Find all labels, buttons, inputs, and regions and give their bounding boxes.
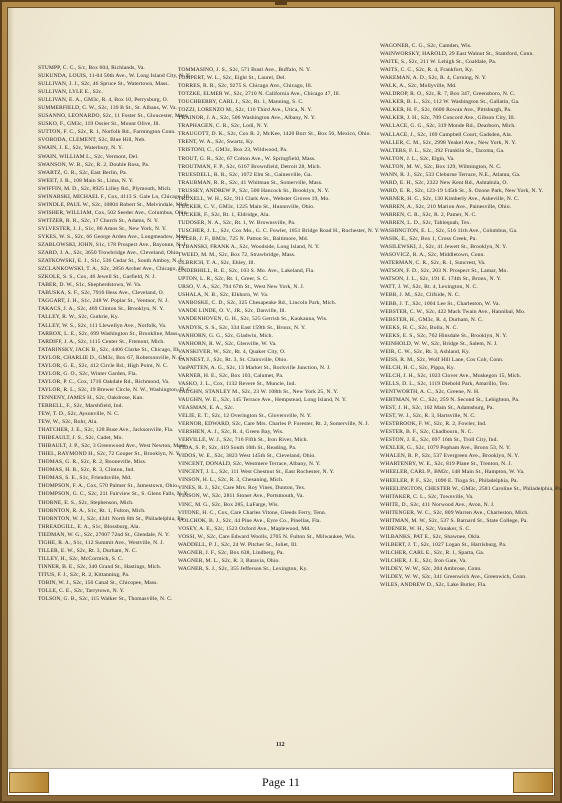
roster-entry: TOZZI, LORENZO M., S2c, 116 Third Ave., Utica, N. Y.: [178, 107, 313, 114]
roster-entry: WHITMAN, M. W., S2c, 537 S. Barnard St., State College, Pa.: [380, 517, 528, 524]
roster-entry: WEIR, C. W., S2c, Rt. 3, Ashland, Ky.: [380, 348, 471, 355]
roster-entry: TITUS, F. J., S2c, R. 2, Kittanning, Pa.: [38, 571, 130, 578]
roster-entry: TILLER, E. W., S2c, Rt. 3, Durham, N. C.: [38, 547, 138, 554]
roster-entry: WESTON, J. E., S2c, 697 16th St., Troll City, Ind.: [380, 437, 498, 444]
roster-entry: THOMPSON, G. C., S2c, 211 Fairview St., S. Glens Falls, N. Y.: [38, 491, 189, 498]
roster-entry: TARDIFF, J. A., S2c, 1115 Center St., Fremont, Mich.: [38, 338, 165, 345]
roster-entry: WASIK, E., S2c, Box 1, Cross Creek, Pa.: [380, 236, 477, 243]
roster-entry: WEINHOLD, W. W., S2c, Bridge St., Salem, N. J.: [380, 340, 498, 347]
roster-entry: TERRELL, F., S2c, Marshfield, Ind.: [38, 402, 123, 409]
roster-entry: WALTERS, F. L., S2c, 392 Franklin St., Tacoma, Ga.: [380, 147, 505, 154]
roster-entry: WARREN, A., S2c, 210 Marion Ave., Painesville, Ohio.: [380, 203, 512, 210]
roster-entry: VAUGHN, W. E., S2c, 145 Terrace Ave., Hempstead, Long Island, N. Y.: [178, 396, 347, 403]
roster-entry: TOTZKE, ELMER W., S2c, 2710 N. California Ave., Chicago 47, Ill.: [178, 91, 341, 98]
roster-entry: VANHORN, R. W., S2c, Glenville, W. Va.: [178, 340, 277, 347]
page-number: 112: [276, 742, 285, 748]
roster-entry: WALKER, J. H., S2c, 709 Concord Ave., Gibson City, Ill.: [380, 115, 516, 122]
roster-entry: SUKUNDA, LOUIS, 11-04 50th Ave., W. Long Island City, N. Y.: [38, 73, 191, 80]
roster-entry: WESTER, B. F., S2c, Chadbourn, N. C.: [380, 429, 473, 436]
roster-entry: WIDENER, W. H., S2c, Vanaker, S. C.: [380, 525, 471, 532]
roster-entry: WARD, E. R., S2c, 123-19 145th St., S. Ozone Park, New York, N. Y.: [380, 187, 544, 194]
roster-entry: TYBANSKI, FRANK A., S2c, Woodside, Long Island, N. Y.: [178, 244, 320, 251]
roster-entry: WATSON, F. D., S2c, 203 N. Prospect St., Lamar, Mo.: [380, 268, 508, 275]
roster-entry: SULLIVAN, E. A., GM3c, R. 4, Box 10, Perrysburg, O.: [38, 97, 169, 104]
roster-entry: WATERMAN, C. R., S2c, R. 1, Suncrest, Va.: [380, 260, 486, 267]
roster-entry: SYLVESTER, J. J., S1c, 86 Amos St., New York, N. Y.: [38, 225, 167, 232]
footer-left-ornament: [9, 772, 49, 793]
roster-entry: VARNER, H. E., S2c, Box 103, Calumet, Pa.: [178, 372, 284, 379]
roster-entry: WILDEY, W. W., S2c, 204 Ambrose, Conn.: [380, 566, 482, 573]
roster-entry: WATSON, J. L., S2c, 191 E. 174th St., Bronx, N. Y.: [380, 276, 502, 283]
roster-entry: TALLEY, W. S., S2c, 111 Llewellyn Ave., Norfolk, Va.: [38, 322, 167, 329]
document-viewer: [7, 7, 562, 796]
roster-entry: TUDOSER, N. A., S2c, Rt. 1, W. Brownsville, Pa.: [178, 219, 296, 226]
roster-entry: WEBB, J. T., S2c, 1004 Lee St., Charleston, W. Va.: [380, 300, 501, 307]
roster-entry: SWITZER, R. R., S2c, 17 Church St., Adams, N. Y.: [38, 217, 159, 224]
roster-entry: TAGGART, J. H., S1c, 248 W. Poplar St., Ventnor, N. J.: [38, 298, 169, 305]
roster-entry: WEBB, J. M., S2c, Clifside, N. C.: [380, 292, 461, 299]
page-label: Page 11: [50, 772, 512, 793]
roster-entry: THIBEAULT, J. S., S2c, Cadet, Mo.: [38, 435, 124, 442]
roster-entry: WALKER, B. L., S2c, 112 W. Washington St., Gallatin, Ga.: [380, 99, 520, 106]
roster-entry: WEBSTER, C. W., S2c, 422 Mack Twain Ave., Hannibal, Mo.: [380, 308, 526, 315]
roster-entry: WALTON, M. W., S2c, Box 129, Wilmington, N. C.: [380, 163, 502, 170]
roster-entry: TRUESDELL, R. R., S2c, 1072 Elm St., Gainesville, Ga.: [178, 171, 313, 178]
roster-entry: TEW, W., S2c, Rohr, Ala.: [38, 419, 98, 426]
roster-entry: WILES, ANDREW D., S2c, Lake Butler, Fla.: [380, 582, 487, 589]
footer-bar: [8, 768, 554, 795]
roster-entry: WASILEWSKI, J., S2c, 41 Jewett St., Brooklyn, N. Y.: [380, 244, 508, 251]
roster-entry: THIEL, RAYMOND H., S2c, 72 Cooper St., Brooklyn, N. Y.: [38, 451, 181, 458]
roster-entry: TORRES, R. R., S2c, 9275 S. Chicago Ave., Chicago, Ill.: [178, 83, 313, 90]
roster-entry: VANSKIVER, W., S2c, Rt. 4, Quaker City, O.: [178, 348, 286, 355]
roster-entry: SVOBODA, CLEMENT, S2c, Blue Hill, Neb.: [38, 137, 146, 144]
roster-entry: TATARINSKY, JACK B., S2c, 4406 Clarke St., Chicago, Ill.: [38, 346, 180, 353]
roster-entry: THORNE, E. S., S2c, Stephenson, Mich.: [38, 499, 134, 506]
roster-entry: WILCHER, CARL E., S2c, R. 1, Sparta, Ga.: [380, 549, 485, 556]
roster-entry: THREADGILL, E. A., S1c, Blossburg, Ala.: [38, 523, 140, 530]
roster-entry: TUSCHER, J. L., S2c, Cox Mo., G. C. Fowler, 1851 Bridge Road H., Rochester, N. Y.: [178, 227, 380, 234]
roster-entry: WEEKS, H. C., S2c, Bolla, N. C.: [380, 324, 458, 331]
roster-entry: WHITE, D., S2c, 411 Norwood Ave., Avon, N. J.: [380, 501, 495, 508]
roster-entry: VOSSI, W., S2c, Care Edward Woolls, 2705 N. Fulton St., Milwaukee, Wis.: [178, 533, 356, 540]
roster-entry: TRAINOR, J. A., S2c, 506 Washington Ave., Albany, N. Y.: [178, 115, 316, 122]
roster-entry: WASHINGTON, E. L., S2c, 516 11th Ave., Columbus, Ga.: [380, 228, 518, 235]
roster-entry: SZKOLE, S. S., Cox, 46 Jewell St., Garfield, N. J.: [38, 274, 156, 281]
roster-entry: VINSON, W., S2c, 2811 Stoner Ave., Portsmouth, Va.: [178, 493, 304, 500]
roster-entry: SWEET, J. R., 108 Main St., Lima, N. Y.: [38, 177, 134, 184]
roster-entry: WELLS, D. L., S2c, 1119 Diebold Park, Amarillo, Tex.: [380, 380, 510, 387]
roster-entry: TUCKER, C. V., GM3c, 1225 Main St., Hunnnville, Ohio.: [178, 203, 315, 210]
roster-entry: THORNTON, R. A., S1c, Rt. 1, Fulton, Mich.: [38, 507, 146, 514]
roster-entry: THATCHER, J. E., S2c, 128 Buse Ave., Jacksonville, Fla.: [38, 427, 174, 434]
roster-entry: WARREN, C. R., S2c, R. 2, Pamer, N. C.: [380, 211, 477, 218]
roster-entry: TUCKER, F., S2c, Rt. 1, Eldridge, Ala.: [178, 211, 270, 218]
roster-entry: WERTMAN, W. C., S2c, 259 N. Second St., Lehighton, Pa.: [380, 397, 520, 404]
roster-entry: SUSKO, F., GM3c, 119 Ossier St., Mount Olive, Ill.: [38, 121, 161, 128]
roster-entry: WAGNER, S. J., S2c, 355 Jefferson St., Lexington, Ky.: [178, 565, 308, 572]
roster-entry: WHITAKER, C. L., S2c, Townville, Va.: [380, 493, 474, 500]
roster-entry: TABUSKA, S. F., S2c, 7916 Hess Ave., Cleveland, O.: [38, 290, 165, 297]
roster-entry: WATT, J. W., S2c, Rt. 4, Lexington, N. C.: [380, 284, 478, 291]
roster-entry: WAITE, S., S2c, 211 W. Lehigh St., Coaldale, Pa.: [380, 59, 497, 66]
roster-entry: STUMPP, C. C., S/c, Box 604, Richlands, Va.: [38, 65, 145, 71]
roster-entry: TOUCHBERRY, CARL J., S2c, Rt. 1, Manning, S. C.: [178, 99, 304, 106]
roster-entry: SWIFFIN, M. D., S2c, 8925 Lilley Rd., Plymouth, Mich.: [38, 185, 172, 192]
roster-entry: VOSEY, A. E., S2c, 1523 Oxford Ave., Maplewood, Md.: [178, 525, 311, 532]
footer-right-ornament: [513, 772, 553, 793]
roster-entry: VAUGHN, STANLEY M., S2c, 23 W. 108th St., New York 25, N. Y.: [178, 388, 339, 395]
roster-entry: WILCHER, J. E., S2c, Iron Gate, Va.: [380, 558, 467, 564]
roster-entry: SYKES, W. S., S2c, 66 George Arden Ave., Longmeadow, Mass.: [38, 233, 190, 240]
roster-entry: TENNENY, JAMES H., S2c, Oakdrose, Kan.: [38, 394, 144, 401]
roster-entry: VANDENHOVEN, G. H., S2c, 525 Gerrish St., Kaukauna, Wis.: [178, 316, 328, 323]
roster-entry: THOMAS, G. R., S2c, R. 2, Booneville, Miss.: [38, 459, 147, 466]
roster-entry: SUSANNO, LEONARDO, S2c, 11 Foster St., Gloucester, Mass.: [38, 113, 189, 120]
roster-entry: VANHORN, G. G., S2c, Gladwin, Mich.: [178, 332, 274, 339]
roster-entry: WARNER, H. C., S2c, 130 Kimberly Ave., Asheville, N. C.: [380, 195, 520, 202]
roster-entry: VINC, M. G., S2c, Box 285, LaFarge, Wis.: [178, 501, 279, 508]
roster-entry: VERVILLE, W. J., S2c, 716 Fifth St., Iron River, Mich.: [178, 437, 308, 444]
roster-entry: THOMAS, H. B., S2c, R. 3, Clinton, Ind.: [38, 467, 135, 474]
roster-entry: TIEDMAN, W. G., S2c, 27007 72nd St., Glendale, N. Y.: [38, 531, 170, 538]
roster-entry: UNDERHILL, R. E., S2c, 103 S. Mo. Ave., Lakeland, Fla.: [178, 268, 315, 275]
roster-entry: WESTBROOK, F. W., S2c, R. 2, Fowler, Ind.: [380, 421, 487, 428]
roster-entry: WALDROP, R. O., S2c, R. 7, Box 347, Greensboro, N. C.: [380, 91, 516, 98]
roster-entry: ULBRICH, T. A., S2c, Ehley, Ill.: [178, 260, 256, 267]
roster-entry: WHARTENBY, W. E., S2c, 819 Plane St., Trenton, N. J.: [380, 461, 513, 468]
roster-entry: TWEED, M. M., S2c, Box 72, Strawbridge, Mass.: [178, 252, 296, 259]
roster-entry: WAITS, C. C., S2c, R. 4, Frankfort, Ky.: [380, 67, 474, 74]
roster-entry: TARBOX, L. E., S2c, 699 Washington St., Brookline, Mass.: [38, 330, 179, 337]
roster-column-2: [178, 66, 380, 746]
roster-entry: TIGHE, R. A., S1c, 112 Summit Ave., Westville, N. J.: [38, 539, 164, 546]
roster-entry: SULLIVAN, J. J., S2c, 46 Spruce St., Watertown, Mass.: [38, 81, 169, 88]
roster-entry: THIBAULT, J. P., S2c, 3 Greenwood Ave., West Newton, Mass.: [38, 443, 188, 450]
roster-entry: WEBSTER, H., GM3c, R. 4, Durham, N. C.: [380, 316, 484, 323]
roster-entry: TAYLOR, P. C., Cox, 1716 Oakdale Rd., Richmond, Va.: [38, 378, 170, 385]
roster-entry: TAYLOR, CHARLIE D., GM3c, Box 67, Robersonville, N. C.: [38, 354, 185, 361]
roster-entry: WALLACE, G. G., S2c, 319 Monde Rd., Dearborn, Mich.: [380, 123, 516, 130]
roster-entry: WILDEY, W. W., S2c, 341 Greenwich Ave., Greenwich, Conn.: [380, 574, 527, 581]
roster-entry: WANN, R. J., S2c, 533 Cleburne Terrace, N.E., Atlanta, Ga.: [380, 171, 521, 178]
roster-entry: VEASMAN, E. A., S2c.: [178, 404, 235, 411]
roster-entry: WAKEMAN, A. D., S2c, R. 4, Corning, N. Y.: [380, 75, 487, 82]
roster-entry: TOMPERT, W. L., S2c, Eight St., Laurel, Del.: [178, 75, 286, 82]
roster-entry: URSO, V. A., S2c, 794 67th St., West New York, N. J.: [178, 284, 305, 291]
roster-entry: TRENT, W. A., S2c, Swartz, Ky.: [178, 139, 255, 146]
roster-entry: SZCLANKOWSKI, T. A., S2c, 2856 Archer Ave., Chicago, Ill.: [38, 266, 186, 273]
roster-entry: VERNOR, EDWARD, S2c, Care Mrs. Charles P. Forester, Rt. 2, Somerville, N. J.: [178, 421, 370, 428]
roster-entry: TAYLOR, G. E., S2c, 412 Circle Rd., High Point, N. C.: [38, 362, 169, 369]
roster-entry: TOMMASINO, J. S., S2c, 571 Busti Ave., Buffalo, N. Y.: [178, 67, 311, 73]
roster-entry: VANBOSKE, C. D., S2c, 325 Chesapeake Rd., Lincoln Park, Mich.: [178, 300, 337, 307]
roster-entry: TYLER, J. F., BM3c, 725 N. Patton St., Baltimore, Md.: [178, 235, 309, 242]
roster-entry: VINCENT, J. L., S2c, 111 West Chestnut St., East Rochester, N. Y.: [178, 469, 335, 476]
roster-entry: WHALEN, R. P., S2c, 537 Evergreen Ave., Brooklyn, N. Y.: [380, 453, 520, 460]
roster-entry: TRISTONI, C., GM3c, Box 23, Wildwood, Pa.: [178, 147, 288, 154]
roster-entry: WADDELL, P. J., S2c, 24 W. Pitcher St., Joliet, Ill.: [178, 541, 298, 548]
top-tab-marker: [275, 0, 287, 5]
roster-entry: TAYLOR, G. O., S2c, Winter Garden, Fla.: [38, 370, 138, 377]
roster-entry: VanPATTEN, A. G., S2c, 13 Market St., Rockville Junction, N. J.: [178, 364, 331, 371]
roster-entry: VERSHEN, A. J., S2c, R. 4, Green Bay, Wis.: [178, 429, 284, 436]
scan-edge: [8, 8, 14, 768]
roster-entry: WALLER, C. M., S2c, 2998 Yeakel Ave., New York, N. Y.: [380, 139, 517, 146]
roster-entry: VANDE LINDE, O. V., JR., S2c, Danville, Ill.: [178, 308, 287, 315]
roster-entry: WELCH, H. C., S2c, Pippa, Ky.: [380, 364, 455, 371]
roster-entry: TOBIN, W. J., S2c, 156 Canal St., Chicopee, Mass.: [38, 580, 158, 586]
roster-entry: TRUXELL, W. H., S2c, 911 Clark Ave., Webster Groves 19, Mo.: [178, 195, 330, 202]
roster-entry: VIDA, S. P., S2c, 419 South 10th St., Reading, Pa.: [178, 445, 297, 452]
roster-entry: VASKO, J. L., Cox, 1132 Revere St., Muncie, Ind.: [178, 380, 297, 387]
roster-entry: WAGONER, C. G., S2c, Camden, Wis.: [380, 43, 472, 49]
roster-entry: VELIE, E. T., S2c, 12 Overington St., Gloversville, N. Y.: [178, 413, 312, 420]
roster-entry: TILLEY, H., S2c, McCormick, S. C.: [38, 555, 124, 562]
roster-entry: TRUSSEY, ANDREW P., S2c, 500 Hancock St., Brooklyn, N. Y.: [178, 187, 330, 194]
roster-entry: WENTWORTH, A. C., S2c, Greene, N. H.: [380, 389, 480, 396]
roster-entry: SZABLOWSKI, JOHN, S1c, 178 Prospect Ave., Bayonne, N. J.: [38, 242, 188, 249]
roster-entry: VIDOS, W. E., S2c, 3823 West 145th St., Cleveland, Ohio.: [178, 453, 316, 460]
roster-entry: TAYLOR, R. L., S2c, 19 Brewer Circle, N. W., Washington, D. C.: [38, 386, 193, 393]
roster-entry: SWINARSKI, MICHAEL F., Cox, 4113 S. Gale Ln, Chicago, Ill.: [38, 193, 191, 200]
roster-entry: WALK, A., S2c, Mollyville, Md.: [380, 83, 457, 90]
roster-entry: SZATKOWSKI, E. J., S1c, 536 Cedar St., South Amboy, N. J.: [38, 258, 184, 265]
roster-entry: VINSON, H. L., S2c, R. 3, Chesaning, Mich.: [178, 477, 284, 484]
roster-entry: WAINWORSKY, HAROLD, 29 East Walnut St., Stamford, Conn.: [380, 51, 534, 58]
roster-entry: TROUT, G. R., S2c, 67 Colton Ave., W. Springfield, Mass.: [178, 155, 316, 162]
roster-entry: VANDYK, S. S., S2c, 334 East 159th St., Bronx, N. Y.: [178, 324, 306, 331]
roster-entry: TRAUGOTT, D. K., S2c, Cox R. 2, McKee, 1420 Burr St., Box 56, Mexico, Ohio.: [178, 131, 372, 138]
roster-entry: TROUTMAN, F. P., S2c, 6167 Brownfield, Detroit 28, Mich.: [178, 163, 322, 170]
roster-entry: WALKER, H. F., S2c, 6600 Rowan Ave., Pittsburgh, Pa.: [380, 107, 512, 114]
roster-entry: WARREN, L. D., S2c, Tahlequah, Tex.: [380, 220, 472, 227]
roster-entry: SWANSON, W. B., S2c, R. 2, Double Ross, Pa.: [38, 161, 150, 168]
roster-entry: TRAPHAGEN, C. R., S2c, Lodi, N. Y.: [178, 123, 269, 130]
roster-entry: WAGNER, J. F., S2c, Box 638, Lindberg, Pa.: [178, 549, 285, 556]
roster-entry: WALLACE, J., S2c, 169 Campbell Court, Gadsden, Ala.: [380, 131, 513, 138]
roster-entry: WALTON, J. L., S2c, Elgin, Va.: [380, 155, 455, 162]
roster-entry: WARD, E. H., S2c, 2322 New Kent Rd., Ashtabula, O.: [380, 179, 509, 186]
roster-entry: SWINDLE, PAUL W., S2c, 10804 Robert St., Melvindale, Mich.: [38, 201, 190, 208]
roster-entry: THOMAS, S. E., S1c, Friendsville, Md.: [38, 475, 132, 482]
roster-entry: WHEELER, P. F., S2c, 1090 E. Tioga St., Philadelphia, Pa.: [380, 477, 519, 484]
roster-entry: SUMMERFIELD, C. W., S2c, 139 B St., St. Albans, W. Va.: [38, 105, 178, 112]
roster-entry: UPTON, L. R., S2c, Rt. 1, Greer, S. C.: [178, 276, 269, 283]
roster-entry: SULLIVAN, LYLE E., S2c.: [38, 89, 103, 96]
roster-entry: TABER, D. W., S1c, Shepherdstown, W. Va.: [38, 282, 142, 289]
roster-entry: VOLCHOK, B. J., S2c, 44 Pine Ave., Eyre Co., Pinellas, Fla.: [178, 517, 321, 524]
roster-entry: TAKACS, J. A., S2c, 469 Clinton St., Brooklyn, N. Y.: [38, 306, 165, 313]
roster-entry: WEISS, R. M., S2c, Wolf Hill Lane, Cos Cob, Conn.: [380, 356, 504, 363]
roster-entry: WAGNER, M. L., S2c, R. 3, Batavia, Ohio.: [178, 557, 280, 564]
roster-entry: WHEELER, CARL P., BM2c, 148 Main St., Hampton, W. Va.: [380, 469, 525, 476]
roster-entry: SZARD, J. A., S2c, 3650 Trowbridge Ave., Cleveland, Ohio.: [38, 250, 180, 257]
roster-entry: TOLSON, G. B., S2c, 115 Walker St., Thomasville, N. C.: [38, 596, 173, 603]
roster-entry: SWARTZ, G. R., S2c, East Berlin, Pa.: [38, 169, 128, 176]
roster-entry: WHITENGER, W. C., S2c, 809 Warren Ave., Charleston, Mich.: [380, 509, 529, 516]
roster-entry: WEST, W. J., S2c, R. 3, Hartsville, N. C.: [380, 413, 476, 420]
roster-entry: SWISHER, WILLIAM, Cox, 502 Seeder Ave., Columbus, Ohio.: [38, 209, 189, 216]
roster-entry: TEW, T. D., S2c, Aysonville, N. C.: [38, 411, 120, 418]
roster-entry: WHEELINGTON, CHESTER W., GM3c, 2581 Caroline St., Philadelphia, Pa.: [380, 485, 562, 492]
roster-entry: TOLLE, C. E., S2c, Tarrytown, N. Y.: [38, 588, 125, 595]
roster-entry: TINNER, B. E., S2c, 340 Grand St., Hastings, Mich.: [38, 563, 162, 570]
roster-entry: WASOVICZ, R. A., S2c, Middletown, Conn.: [380, 252, 485, 259]
roster-entry: VITONE, H. C., Cox, Care Charles Vitone, Gleeds Ferry, Tenn.: [178, 509, 327, 516]
roster-entry: WEST, J. H., S2c, 102 Main St., Adamsburg, Pa.: [380, 405, 494, 412]
roster-entry: THORNTON, W. J., S2c, 4341 North 8th St., Philadelphia, Pa.: [38, 515, 185, 522]
roster-entry: TALLEY, R. W., S2c, Guthrie, Ky.: [38, 314, 119, 321]
roster-entry: VINES, R. J., S2c, Care Mrs. Roy Vines, Dunton, Tex.: [178, 485, 306, 492]
roster-entry: VANNEST, J., S2c, Rt. 3, St. Clairsville, Ohio.: [178, 356, 288, 363]
roster-entry: WEXLER, G., S2c, 1079 Popham Ave., Bronx 53, N. Y.: [380, 445, 511, 452]
roster-entry: VINCENT, DONALD, S2c, Westmere Terrace, Albany, N. Y.: [178, 461, 321, 468]
roster-entry: USHALA, N. B., S2c, Elkhorn, W. Va.: [178, 292, 269, 299]
scanned-page: [8, 8, 562, 768]
roster-entry: WILBANKS, PAT E., S2c, Shawnee, Okla.: [380, 533, 481, 540]
roster-column-3: [380, 42, 562, 722]
roster-entry: WEEKS, E. S., S2c, 762 Hinsdale St., Brooklyn, N. Y.: [380, 332, 508, 339]
roster-entry: TRAUBMAN, R. R., S2c, 41 Whitman St., Somerville, Mass.: [178, 179, 323, 186]
roster-entry: SWAIN, WILLIAM L., S2c, Vermont, Del.: [38, 153, 139, 160]
roster-entry: THOMPSON, F. A., Cox, 570 Palmer St., Jamestown, Ohio.: [38, 483, 179, 490]
roster-entry: WILBERT, J. T., S2c, 1027 Logan St., Harrisburg, Pa.: [380, 541, 507, 548]
roster-entry: WELCH, J. H., S2c, 1023 Clover Ave., Muskegon 15, Mich.: [380, 372, 522, 379]
roster-entry: SUTTON, F. C., S2c, R. 1, Norfolk Rd., Farmington Conn.: [38, 129, 176, 136]
roster-entry: SWAIN, J. E., S2c, Waterbury, N. Y.: [38, 145, 123, 152]
